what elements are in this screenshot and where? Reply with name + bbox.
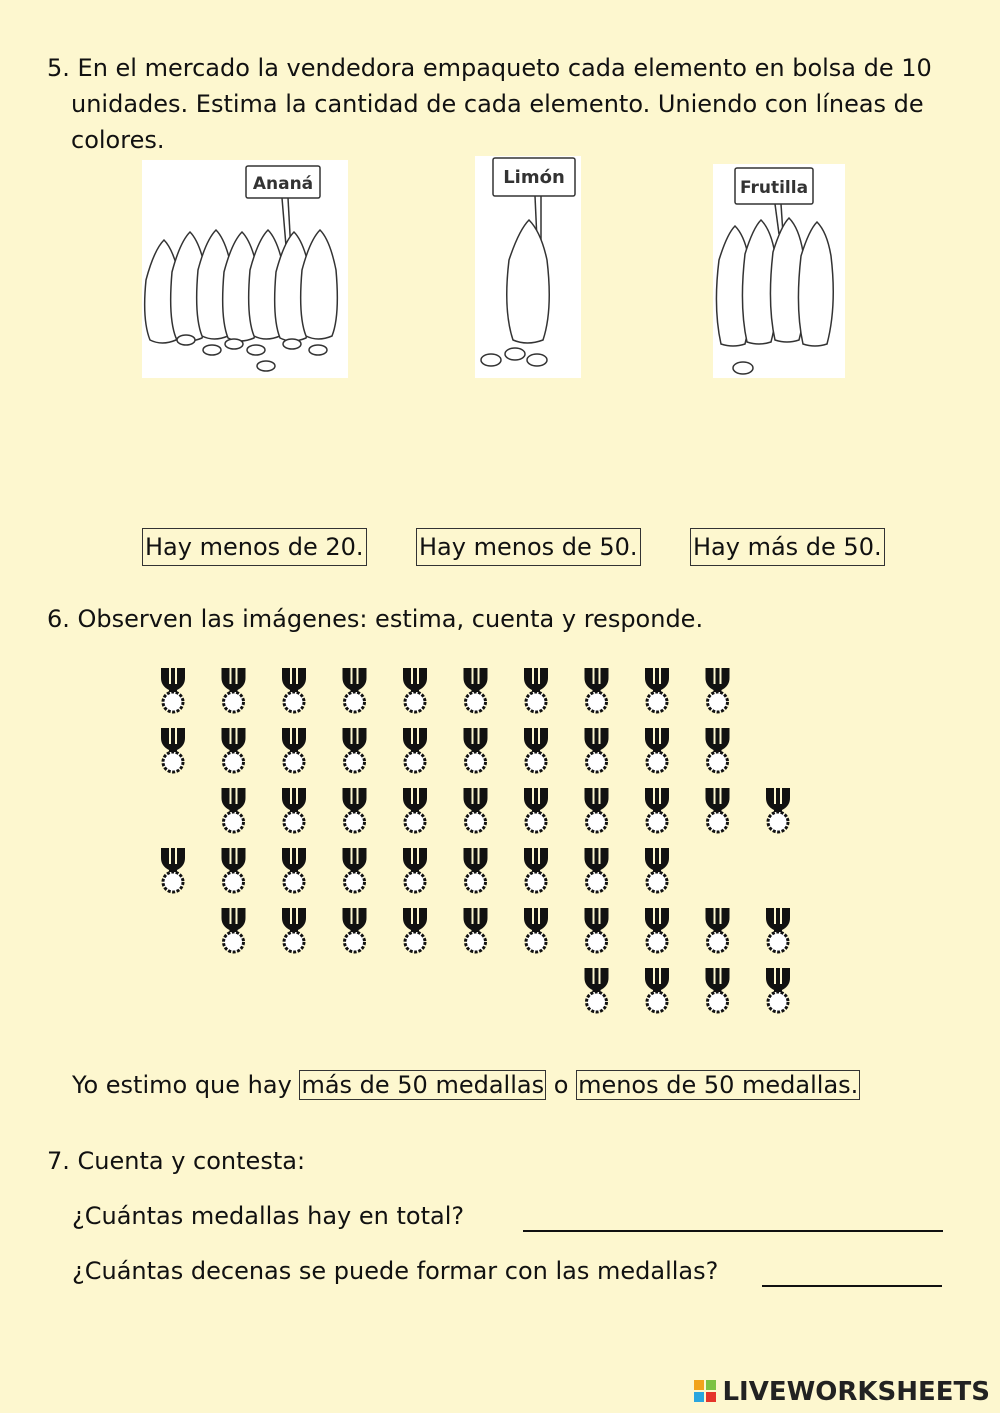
medal-icon bbox=[524, 908, 548, 952]
medal-icon bbox=[766, 908, 790, 952]
medal-icon bbox=[282, 728, 306, 772]
medal-icon bbox=[464, 728, 488, 772]
option-menos-de-50-medallas[interactable]: menos de 50 medallas. bbox=[578, 1071, 859, 1099]
liveworksheets-logo-icon bbox=[694, 1380, 718, 1404]
medal-icon bbox=[585, 908, 609, 952]
medal-icon bbox=[645, 968, 669, 1012]
medal-icon bbox=[343, 668, 367, 712]
medal-icon bbox=[706, 968, 730, 1012]
medal-icon bbox=[585, 668, 609, 712]
medal-icon bbox=[645, 908, 669, 952]
medal-icon bbox=[403, 668, 427, 712]
medal-icon bbox=[464, 668, 488, 712]
medal-icon bbox=[524, 668, 548, 712]
question-total-medals: ¿Cuántas medallas hay en total? bbox=[72, 1202, 465, 1230]
q5-line1: 5. En el mercado la vendedora empaqueto cada elemento en bolsa de 10 bbox=[47, 54, 932, 82]
option-menos-de-20[interactable]: Hay menos de 20. bbox=[142, 528, 367, 566]
answer-decenas-input[interactable] bbox=[762, 1257, 942, 1287]
medal-grid-svg bbox=[150, 660, 810, 1030]
medal-icon bbox=[464, 788, 488, 832]
estimate-prefix: Yo estimo que hay bbox=[72, 1071, 292, 1099]
medal-icon bbox=[645, 848, 669, 892]
medal-icon bbox=[343, 908, 367, 952]
medal-icon bbox=[524, 728, 548, 772]
medal-icon bbox=[222, 788, 246, 832]
estimate-sentence bbox=[72, 1067, 860, 1103]
option-mas-de-50[interactable]: Hay más de 50. bbox=[690, 528, 885, 566]
medal-icon bbox=[524, 788, 548, 832]
medal-icon bbox=[222, 908, 246, 952]
medal-icon bbox=[403, 908, 427, 952]
anana-bags-illustration bbox=[142, 160, 348, 378]
medal-icon bbox=[645, 728, 669, 772]
medal-icon bbox=[766, 968, 790, 1012]
medal-icon bbox=[645, 668, 669, 712]
medal-icon bbox=[585, 968, 609, 1012]
medal-icon bbox=[585, 728, 609, 772]
medal-icon bbox=[645, 788, 669, 832]
medal-icon bbox=[585, 788, 609, 832]
estimate-connector: o bbox=[553, 1071, 569, 1099]
q5-line2: unidades. Estima la cantidad de cada elemento. Uniendo con líneas de bbox=[71, 90, 924, 118]
medal-icon bbox=[464, 908, 488, 952]
medal-icon bbox=[706, 908, 730, 952]
medal-icon bbox=[161, 728, 185, 772]
medal-icon bbox=[585, 848, 609, 892]
medal-grid bbox=[150, 660, 810, 1030]
answer-total-medals-input[interactable] bbox=[523, 1202, 943, 1232]
limon-sign-label: Limón bbox=[503, 167, 565, 188]
q5-line3: colores. bbox=[71, 126, 165, 154]
medal-icon bbox=[282, 908, 306, 952]
medal-icon bbox=[161, 668, 185, 712]
question-6-title: 6. Observen las imágenes: estima, cuenta y responde. bbox=[47, 605, 704, 633]
medal-icon bbox=[282, 848, 306, 892]
medal-icon bbox=[403, 728, 427, 772]
liveworksheets-logo bbox=[694, 1377, 990, 1407]
option-menos-de-50[interactable]: Hay menos de 50. bbox=[416, 528, 641, 566]
anana-sign-label: Ananá bbox=[252, 174, 314, 194]
question-decenas: ¿Cuántas decenas se puede formar con las medallas? bbox=[72, 1257, 719, 1285]
frutilla-bags-illustration bbox=[713, 164, 845, 378]
medal-icon bbox=[343, 848, 367, 892]
medal-icon bbox=[524, 848, 548, 892]
medal-icon bbox=[222, 668, 246, 712]
medal-icon bbox=[766, 788, 790, 832]
medal-icon bbox=[403, 788, 427, 832]
question-5-text bbox=[47, 50, 957, 158]
medal-icon bbox=[464, 848, 488, 892]
frutilla-bags-image[interactable] bbox=[713, 164, 845, 378]
limon-bags-image[interactable] bbox=[475, 156, 581, 378]
medal-icon bbox=[161, 848, 185, 892]
medal-icon bbox=[706, 788, 730, 832]
frutilla-sign-label: Frutilla bbox=[739, 178, 809, 198]
medal-icon bbox=[222, 728, 246, 772]
medal-icon bbox=[403, 848, 427, 892]
question-7-title: 7. Cuenta y contesta: bbox=[47, 1147, 306, 1175]
medal-icon bbox=[222, 848, 246, 892]
medal-icon bbox=[343, 728, 367, 772]
medal-icon bbox=[706, 728, 730, 772]
medal-icon bbox=[282, 668, 306, 712]
medal-icon bbox=[282, 788, 306, 832]
anana-bags-image[interactable] bbox=[142, 160, 348, 378]
medal-icon bbox=[343, 788, 367, 832]
option-mas-de-50-medallas[interactable]: más de 50 medallas bbox=[301, 1071, 545, 1099]
liveworksheets-logo-text: LIVEWORKSHEETS bbox=[722, 1377, 990, 1407]
limon-bags-illustration bbox=[475, 156, 581, 378]
medal-icon bbox=[706, 668, 730, 712]
